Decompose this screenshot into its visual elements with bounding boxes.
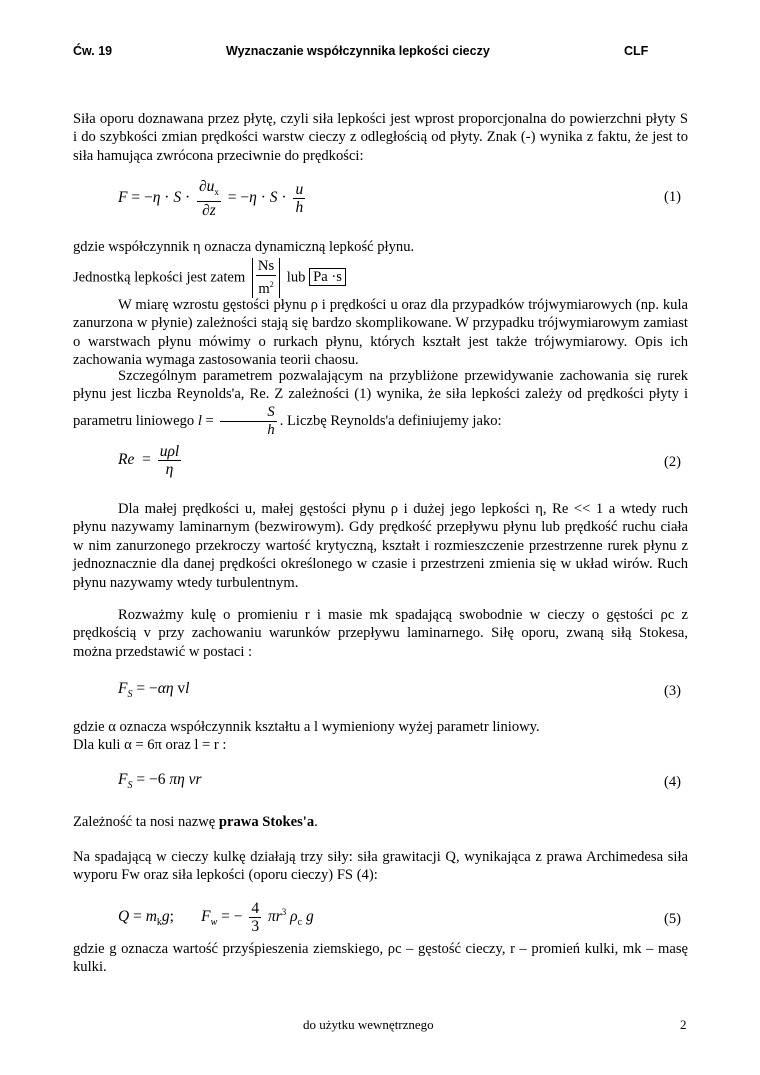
equation-5: $Q = m_kg$; $F_w$ = − $\frac{4}{3}$ $\pi r^3$ $\rho_c$ g	[118, 900, 314, 935]
stokes-law-period: .	[314, 814, 318, 830]
unit-ns-per-m2: $\frac{Ns}{m^2}$	[252, 258, 280, 298]
reynolds-intro-text: Szczególnym parametrem pozwalającym na przybliżone przewidywanie zachowania się rurek płynu jest liczba Reynolds'a, Re. Z zależności (1) wynika, że siła lepkości zależy od prędkości płyty i parametru liniowego	[73, 368, 688, 429]
paragraph-laminar-turbulent: Dla małej prędkości u, małej gęstości płynu ρ i dużej jego lepkości η, Re << 1 a wtedy ruch płynu nazywamy laminarnym (bezwirowym). Gdy prędkość przepływu płynu lub prędkość ruchu ciała w nim zanurzonego przekroczy wartość krytyczną, kształt i rozmieszczenie przestrzenne rurek płynu z jednoznacznie dla danej prędkości określonego w czasie i przestrzeni zmienia się w układ wirów. Ruch płynu nazywamy wtedy turbulentnym.	[73, 501, 688, 591]
paragraph-three-forces: Na spadającą w cieczy kulkę działają trzy siły: siła grawitacji Q, wynikająca z prawa Archimedesa siła wyporu Fw oraz siła lepkości (oporu cieczy) FS (4):	[73, 849, 688, 884]
equation-1: F = −η · S · $\frac{\partial u_x}{\partial z}$ = −η · S · $\frac{u}{h}$	[118, 178, 304, 220]
unit-prefix-text: Jednostką lepkości jest zatem	[73, 269, 246, 286]
equation-3-number: (3)	[663, 683, 681, 699]
equation-1-number: (1)	[663, 189, 681, 205]
header-exercise-number: Ćw. 19	[73, 44, 113, 58]
unit-pa-s: Pa ·s	[309, 268, 346, 286]
equation-3: $F_S = -\alpha\eta$ vl	[118, 680, 190, 701]
paragraph-shape-coefficient: gdzie α oznacza współczynnik kształtu a l wymieniony wyżej parametr liniowy.	[73, 719, 540, 735]
equation-2-number: (2)	[663, 454, 681, 470]
paragraph-3d-flow: W miarę wzrostu gęstości płynu ρ i prędkości u oraz dla przypadków trójwymiarowych (np. kula zanurzona w płynie) zależności stają się bardzo skomplikowane. W przypadku trójwymiarowym zamiast o warstwach płynu mówimy o rurkach płynu, których kształt jest także trójwymiarowy. Opis ich zachowania wymaga zastosowania teorii chaosu.	[73, 297, 688, 369]
equation-2: Re = $\frac{\text{uρl}}{\eta}$	[118, 443, 180, 478]
paragraph-stokes-law	[73, 813, 688, 831]
equation-4-number: (4)	[663, 774, 681, 790]
paragraph-sphere-case: Dla kuli α = 6π oraz l = r :	[73, 737, 227, 753]
reynolds-intro-text-end: . Liczbę Reynolds'a definiujemy jako:	[279, 412, 502, 429]
unit-lub-text: lub	[286, 269, 306, 286]
equation-4: $F_S = -6$ πη vr	[118, 771, 202, 792]
paragraph-stokes-force-intro: Rozważmy kulę o promieniu r i masie mk spadającą swobodnie w cieczy o gęstości ρc z prędkością v przy zachowaniu warunków przepływu laminarnego. Siłę oporu, zwaną siłą Stokesa, można przedstawić w postaci :	[73, 607, 688, 660]
header-title: Wyznaczanie współczynnika lepkości cieczy	[226, 44, 490, 58]
footer-internal-use: do użytku wewnętrznego	[303, 1017, 434, 1032]
paragraph-viscosity-unit	[73, 258, 688, 298]
stokes-law-name: prawa Stokes'a	[218, 814, 315, 830]
paragraph-symbol-definitions: gdzie g oznacza wartość przyśpieszenia ziemskiego, ρc – gęstość cieczy, r – promień kulki, mk – masę kulki.	[73, 941, 688, 976]
equation-5-number: (5)	[663, 911, 681, 927]
paragraph-drag-force: Siła oporu doznawana przez płytę, czyli siła lepkości jest wprost proporcjonalna do powierzchni płyty S i do szybkości zmian prędkości warstw cieczy z odległością od płyty. Znak (-) wynika z faktu, że jest to siła hamująca zwrócona przeciwnie do prędkości:	[73, 111, 688, 164]
footer-page-number: 2	[680, 1017, 687, 1032]
header-lab-code: CLF	[624, 44, 649, 58]
paragraph-reynolds-intro: Szczególnym parametrem pozwalającym na przybliżone przewidywanie zachowania się rurek płynu jest liczba Reynolds'a, Re. Z zależności (1) wynika, że siła lepkości zależy od prędkości płyty i parametru liniowego l = $\frac{S}{h}$ . Liczbę Reynolds'a definiujemy jako:	[73, 368, 688, 438]
linear-parameter-fraction: $\frac{S}{h}$	[220, 404, 276, 439]
stokes-law-text: Zależność ta nosi nazwę	[73, 814, 216, 830]
paragraph-viscosity-coefficient: gdzie współczynnik η oznacza dynamiczną lepkość płynu.	[73, 239, 415, 255]
